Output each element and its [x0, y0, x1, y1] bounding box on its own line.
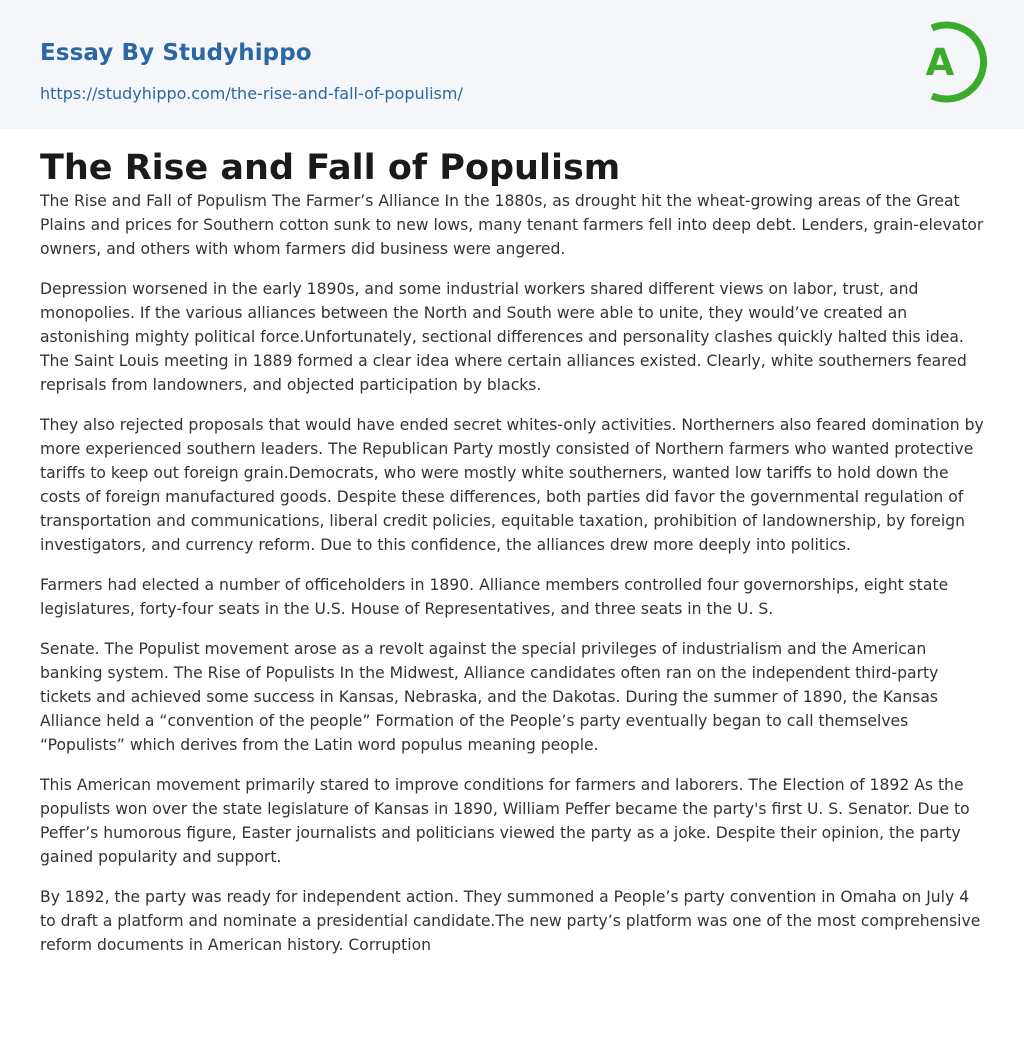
paragraph: The Rise and Fall of Populism The Farmer’s Alliance In the 1880s, as drought hit the wheat-growing areas of the Great Plains and prices for Southern cotton sunk to new lows, many tenant farmers fell into deep debt. Lenders, grain-elevator owners, and others with whom farmers did business were angered. — [40, 192, 984, 258]
page-header — [0, 0, 1024, 129]
paragraph: Depression worsened in the early 1890s, and some industrial workers shared different views on labor, trust, and monopolies. If the various alliances between the North and South were able to unite, they would’ve created an astonishing mighty political force.Unfortunately, sectional differences and personality clashes quickly halted this idea. The Saint Louis meeting in 1889 formed a clear idea where certain alliances existed. Clearly, white southerners feared reprisals from landowners, and objected participation by blacks. — [40, 280, 967, 394]
page-title: The Rise and Fall of Populism — [40, 148, 621, 188]
source-url-link[interactable]: https://studyhippo.com/the-rise-and-fall-of-populism/ — [40, 84, 463, 103]
paragraph: They also rejected proposals that would have ended secret whites-only activities. Northerners also feared domination by more experienced southern leaders. The Republican Party mostly consisted of Northern farmers who wanted protective tariffs to keep out foreign grain.Democrats, who were mostly white southerners, wanted low tariffs to hold down the costs of foreign manufactured goods. Despite these differences, both parties did favor the governmental regulation of transportation and communications, liberal credit policies, equitable taxation, prohibition of landownership, by foreign investigators, and currency reform. Due to this confidence, the alliances drew more deeply into politics. — [40, 416, 984, 554]
paragraph: Farmers had elected a number of officeholders in 1890. Alliance members controlled four governorships, eight state legislatures, forty-four seats in the U.S. House of Representatives, and three seats in the U. S. — [40, 576, 949, 618]
studyhippo-logo-icon[interactable] — [910, 18, 988, 106]
paragraph: Senate. The Populist movement arose as a revolt against the special privileges of industrialism and the American banking system. The Rise of Populists In the Midwest, Alliance candidates often ran on the independent third-party tickets and achieved some success in Kansas, Nebraska, and the Dakotas. During the summer of 1890, the Kansas Alliance held a “convention of the people” Formation of the People’s party eventually began to call themselves “Populists” which derives from the Latin word populus meaning people. — [40, 640, 939, 754]
logo-letter: A — [925, 41, 955, 84]
paragraph: By 1892, the party was ready for independent action. They summoned a People’s party convention in Omaha on July 4 to draft a platform and nominate a presidential candidate.The new party’s platform was one of the most comprehensive reform documents in American history. Corruption — [40, 888, 981, 954]
site-brand[interactable]: Essay By Studyhippo — [40, 40, 312, 66]
paragraph: This American movement primarily stared to improve conditions for farmers and laborers. The Election of 1892 As the populists won over the state legislature of Kansas in 1890, William Peffer became the party's first U. S. Senator. Due to Peffer’s humorous figure, Easter journalists and politicians viewed the party as a joke. Despite their opinion, the party gained popularity and support. — [40, 776, 970, 866]
essay-content — [0, 129, 1024, 957]
